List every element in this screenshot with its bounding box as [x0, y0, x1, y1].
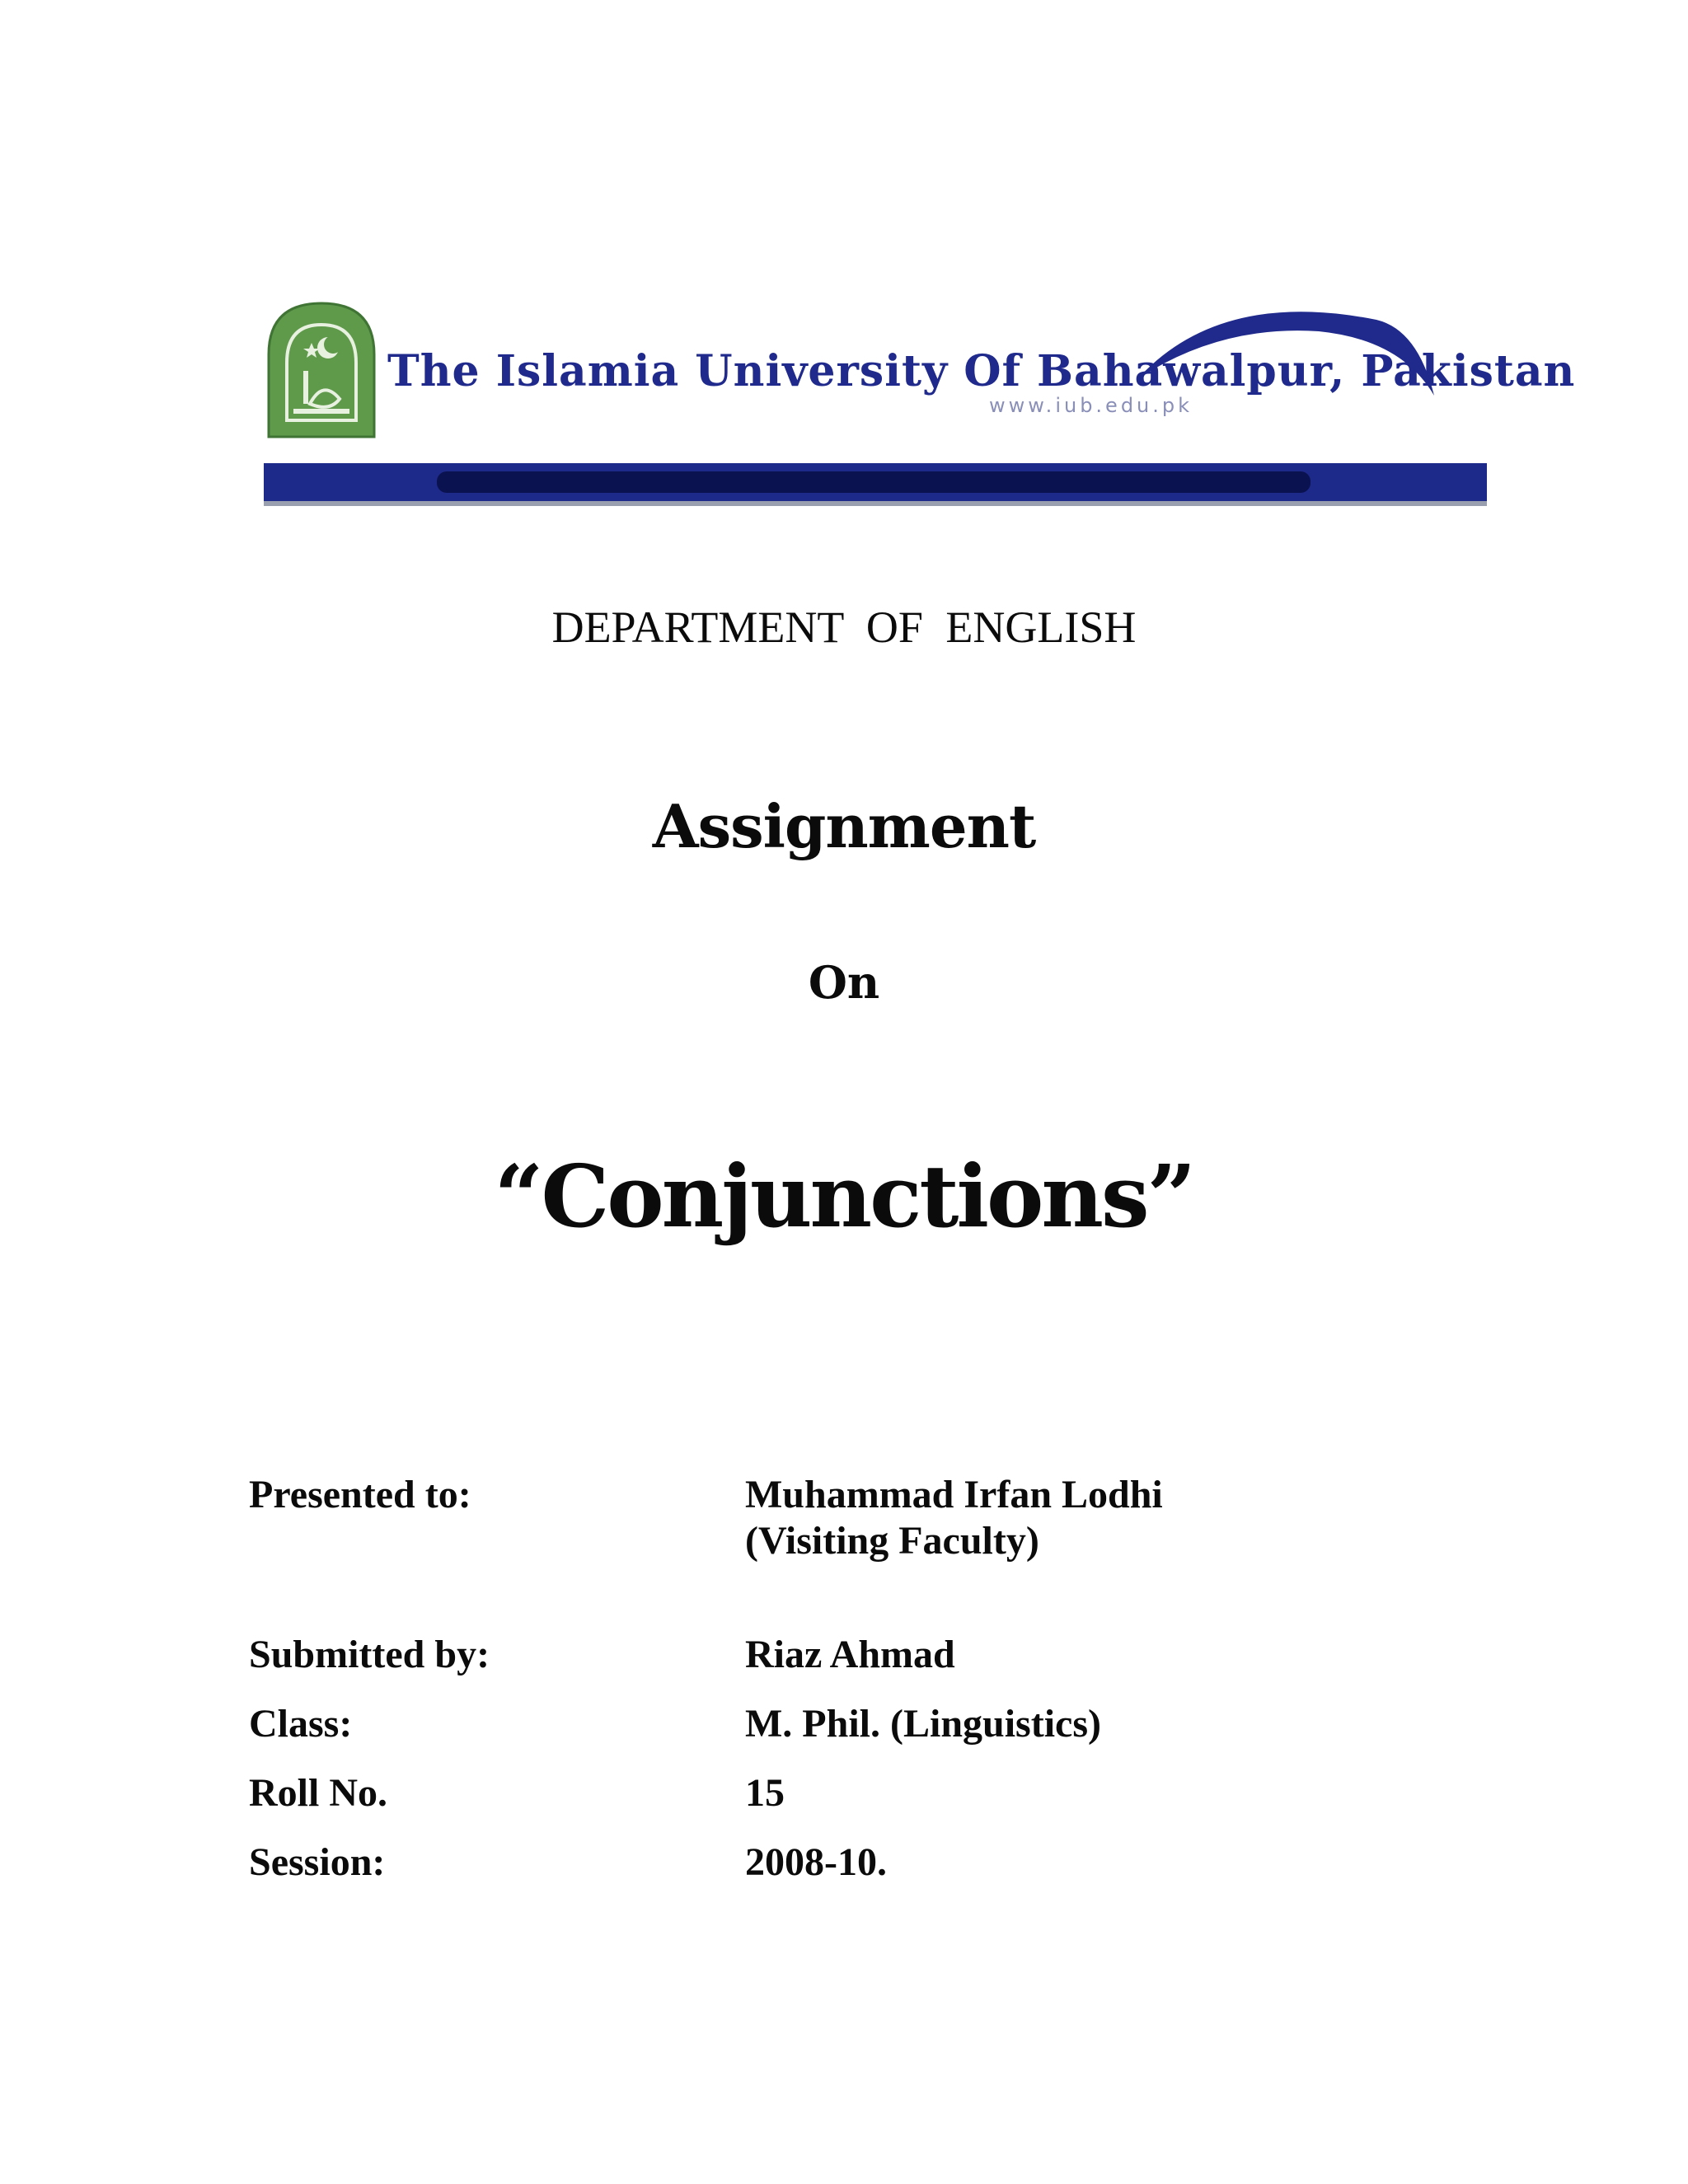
presented-to-label: Presented to:	[249, 1473, 471, 1516]
class-label: Class:	[249, 1702, 353, 1746]
university-name: The Islamia University Of Bahawalpur, Pakistan	[387, 346, 1576, 396]
presented-to-row	[249, 1472, 1403, 1632]
topic-title: “Conjunctions”	[494, 1146, 1194, 1247]
university-seal-logo	[269, 303, 374, 437]
roll-no-value: 15	[745, 1771, 785, 1815]
roll-no-row	[249, 1770, 1403, 1840]
details-block	[249, 1472, 1403, 1909]
class-value: M. Phil. (Linguistics)	[745, 1702, 1102, 1746]
class-row	[249, 1701, 1403, 1770]
university-website: www.iub.edu.pk	[989, 394, 1193, 417]
submitted-by-label: Submitted by:	[249, 1633, 490, 1676]
assignment-heading: Assignment	[652, 791, 1036, 861]
session-value: 2008-10.	[745, 1840, 887, 1884]
submitted-by-row	[249, 1632, 1403, 1701]
submitted-by-value: Riaz Ahmad	[745, 1633, 955, 1676]
banner-graphic	[264, 297, 1492, 511]
university-banner	[264, 297, 1576, 511]
on-label: On	[808, 956, 880, 1009]
session-row	[249, 1840, 1403, 1909]
department-heading: DEPARTMENT OF ENGLISH	[551, 602, 1137, 652]
session-label: Session:	[249, 1840, 386, 1884]
presented-to-role: (Visiting Faculty)	[745, 1519, 1039, 1563]
presented-to-name: Muhammad Irfan Lodhi	[745, 1473, 1163, 1516]
roll-no-label: Roll No.	[249, 1771, 387, 1815]
